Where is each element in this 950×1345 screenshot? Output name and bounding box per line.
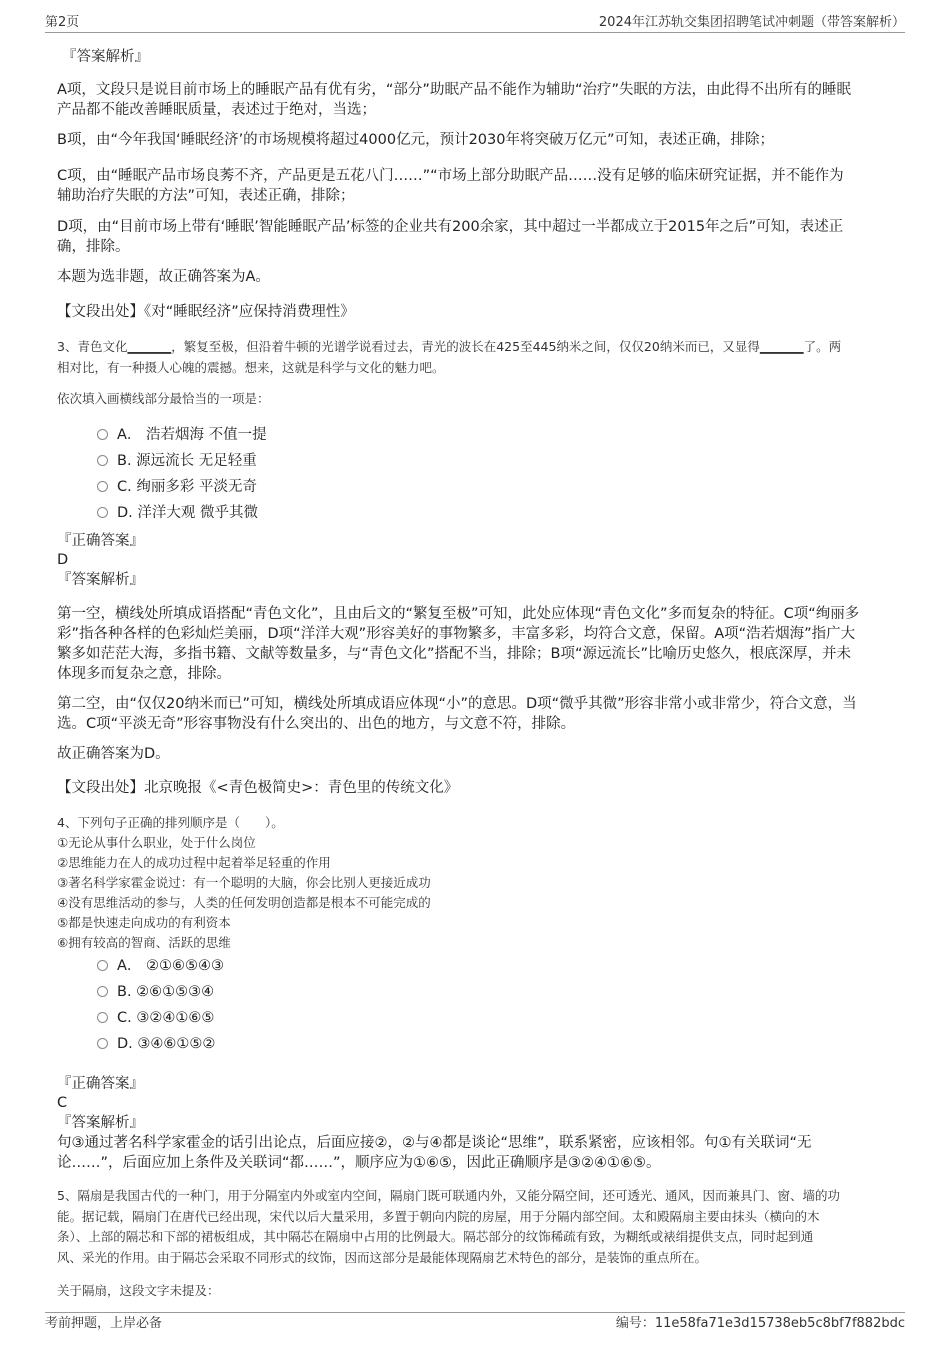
option-key: A．	[117, 427, 142, 443]
q3-conclusion: 故正确答案为D。	[57, 746, 170, 762]
q2-source: 【文段出处】《对“睡眠经济”应保持消费理性》	[57, 304, 355, 320]
q3-analysis-p1-line3: 繁多如茫茫大海，多指书籍、文献等数量多，与“青色文化”搭配不当，排除；B项“源远流长”比喻历史悠久，根底深厚，并未	[57, 646, 851, 662]
q4-sentence-1: ①无论从事什么职业，处于什么岗位	[57, 835, 256, 850]
q2-analysis-c-line2: 辅助治疗失眠的方法”可知，表述正确，排除；	[57, 188, 355, 204]
header-divider	[45, 32, 905, 33]
footer-code	[616, 1315, 905, 1333]
q5-question: 关于隔扇，这段文字未提及：	[57, 1283, 220, 1298]
q3-answer: D	[57, 552, 69, 568]
q4-option-b[interactable]	[97, 982, 214, 1002]
q2-analysis-c-line1: C项，由“睡眠产品市场良莠不齐，产品更是五花八门……”“市场上部分助眠产品……没有足够的临床研究证据，并不能作为	[57, 168, 844, 184]
q3-option-b[interactable]	[97, 451, 257, 471]
q4-answer-label: 『正确答案』	[57, 1076, 144, 1092]
q4-sentence-2: ②思维能力在人的成功过程中起着举足轻重的作用	[57, 855, 331, 870]
q3-analysis-p2-line1: 第二空，由“仅仅20纳米而已”可知，横线处所填成语应体现“小”的意思。D项“微乎其微”形容非常小或非常少，符合文意，当	[57, 696, 857, 712]
q3-option-a[interactable]	[97, 425, 267, 445]
q3-stem-part2: ，繁复至极，但沿着牛顿的光谱学说看过去，青光的波长在425至445纳米之间，仅仅20纳米而已，又显得	[171, 339, 760, 354]
q3-blank-2: _______	[759, 339, 804, 354]
q3-analysis-p1-line4: 体现多而复杂之意，排除。	[57, 666, 231, 682]
q2-analysis-c	[57, 166, 892, 206]
q4-analysis	[57, 1133, 892, 1173]
q3-stem-line1	[57, 337, 892, 358]
option-text: ③②④①⑥⑤	[136, 1010, 215, 1026]
q4-sentence-5: ⑤都是快速走向成功的有利资本	[57, 915, 231, 930]
option-text: 洋洋大观 微乎其微	[137, 505, 258, 521]
q2-analysis-a	[57, 80, 892, 120]
q4-sentence-6: ⑥拥有较高的智商、活跃的思维	[57, 935, 231, 950]
radio-icon[interactable]	[97, 986, 108, 997]
q3-analysis-p2-line2: 选。C项“平淡无奇”形容事物没有什么突出的、出色的地方，与文意不符，排除。	[57, 716, 576, 732]
radio-icon[interactable]	[97, 507, 108, 518]
q3-blank-1: _______	[127, 339, 172, 354]
footer-code-label: 编号：	[615, 1316, 655, 1331]
q3-source: 【文段出处】北京晚报《<青色极简史>：青色里的传统文化》	[57, 780, 459, 796]
q3-analysis-p1	[57, 604, 892, 684]
footer-slogan: 考前押题，上岸必备	[45, 1316, 163, 1331]
document-title: 2024年江苏轨交集团招聘笔试冲刺题（带答案解析）	[598, 15, 905, 30]
q3-answer-label: 『正确答案』	[57, 533, 144, 549]
q5-stem-line3: 条）、上部的隔芯和下部的裙板组成，其中隔芯在隔扇中占用的比例最大。隔芯部分的纹饰稀疏有致，为糊纸或裱绢提供支点，同时起到通	[57, 1229, 814, 1244]
q5-stem-line2: 能。据记载，隔扇门在唐代已经出现，宋代以后大量采用，多置于朝向内院的房屋，用于分隔内部空间。太和殿隔扇主要由抹头（横向的木	[57, 1208, 820, 1224]
q5-stem-line4: 风、采光的作用。由于隔芯会采取不同形式的纹饰，因而这部分是最能体现隔扇艺术特色的部分，是装饰的重点所在。	[57, 1249, 708, 1265]
option-key: B.	[117, 453, 132, 469]
option-text: 源远流长 无足轻重	[136, 453, 257, 469]
footer-code-value: 11e58fa71e3d15738eb5c8bf7f882bdc	[654, 1316, 905, 1331]
radio-icon[interactable]	[97, 1012, 108, 1023]
option-text: ③④⑥①⑤②	[137, 1036, 216, 1052]
radio-icon[interactable]	[97, 455, 108, 466]
radio-icon[interactable]	[97, 960, 108, 971]
q3-instruction: 依次填入画横线部分最恰当的一项是：	[57, 391, 270, 406]
q2-analysis-d-line2: 确，排除。	[57, 239, 130, 255]
radio-icon[interactable]	[97, 1038, 108, 1049]
q5-stem-line1: 5、隔扇是我国古代的一种门，用于分隔室内外或室内空间，隔扇门既可联通内外，又能分隔空间，还可透光、通风，因而兼具门、窗、墙的功	[57, 1188, 840, 1203]
q2-analysis-b: B项，由“今年我国‘睡眠经济’的市场规模将超过4000亿元，预计2030年将突破万亿元”可知，表述正确，排除；	[57, 132, 774, 148]
q4-option-c[interactable]	[97, 1008, 214, 1028]
option-text: ②⑥①⑤③④	[136, 984, 215, 1000]
option-key: C.	[117, 479, 132, 495]
q2-analysis-d	[57, 217, 892, 257]
q3-option-d[interactable]	[97, 503, 258, 523]
option-key: B.	[117, 984, 132, 1000]
q2-analysis-d-line1: D项，由“目前市场上带有‘睡眠’智能睡眠产品’标签的企业共有200余家，其中超过一半都成立于2015年之后”可知，表述正	[57, 219, 844, 235]
q4-sentence-3: ③著名科学家霍金说过：有一个聪明的大脑，你会比别人更接近成功	[57, 875, 431, 890]
q2-conclusion: 本题为选非题，故正确答案为A。	[57, 269, 270, 285]
q2-analysis-label: 『答案解析』	[62, 49, 149, 65]
q3-option-c[interactable]	[97, 477, 257, 497]
q5-stem	[57, 1186, 892, 1268]
q3-stem-part1: 3、青色文化	[57, 339, 128, 354]
q2-analysis-a-line2: 产品都不能改善睡眠质量，表述过于绝对，当选；	[57, 102, 376, 118]
option-key: D.	[117, 1036, 133, 1052]
option-key: D.	[117, 505, 133, 521]
q4-option-d[interactable]	[97, 1034, 215, 1054]
page-number: 第2页	[45, 15, 80, 30]
q3-stem-line2: 相对比，有一种摄人心魄的震撼。想来，这就是科学与文化的魅力吧。	[57, 359, 445, 375]
radio-icon[interactable]	[97, 481, 108, 492]
q3-stem-part3: 了。两	[803, 339, 842, 354]
q2-analysis-a-line1: A项，文段只是说目前市场上的睡眠产品有优有劣，“部分”助眠产品不能作为辅助“治疗”失眠的方法，由此得不出所有的睡眠	[57, 82, 851, 98]
q3-stem	[57, 337, 892, 378]
option-text: 浩若烟海 不值一提	[146, 427, 267, 443]
option-key: A．	[117, 958, 142, 974]
q4-analysis-label: 『答案解析』	[57, 1115, 144, 1131]
q4-option-a[interactable]	[97, 956, 224, 976]
q4-stem: 4、下列句子正确的排列顺序是（ ）。	[57, 815, 284, 830]
radio-icon[interactable]	[97, 429, 108, 440]
q4-analysis-line1: 句③通过著名科学家霍金的话引出论点，后面应接②，②与④都是谈论“思维”，联系紧密，应该相邻。句①有关联词“无	[57, 1135, 812, 1151]
q4-analysis-line2: 论……”，后面应加上条件及关联词“都……”，顺序应为①⑥⑤，因此正确顺序是③②④①⑥⑤。	[57, 1155, 661, 1171]
q3-analysis-p2	[57, 694, 892, 734]
option-text: ②①⑥⑤④③	[146, 958, 225, 974]
option-text: 绚丽多彩 平淡无奇	[136, 479, 257, 495]
q4-answer: C	[57, 1095, 68, 1111]
q4-sentence-4: ④没有思维活动的参与，人类的任何发明创造都是根本不可能完成的	[57, 895, 431, 910]
q3-analysis-label: 『答案解析』	[57, 572, 144, 588]
option-key: C.	[117, 1010, 132, 1026]
q3-analysis-p1-line1: 第一空，横线处所填成语搭配“青色文化”，且由后文的“繁复至极”可知，此处应体现“青色文化”多而复杂的特征。C项“绚丽多	[57, 606, 860, 622]
footer-divider	[45, 1312, 905, 1313]
q3-analysis-p1-line2: 彩”指各种各样的色彩灿烂美丽，D项“洋洋大观”形容美好的事物繁多，丰富多彩，均符合文意，保留。A项“浩若烟海”指广大	[57, 626, 856, 642]
